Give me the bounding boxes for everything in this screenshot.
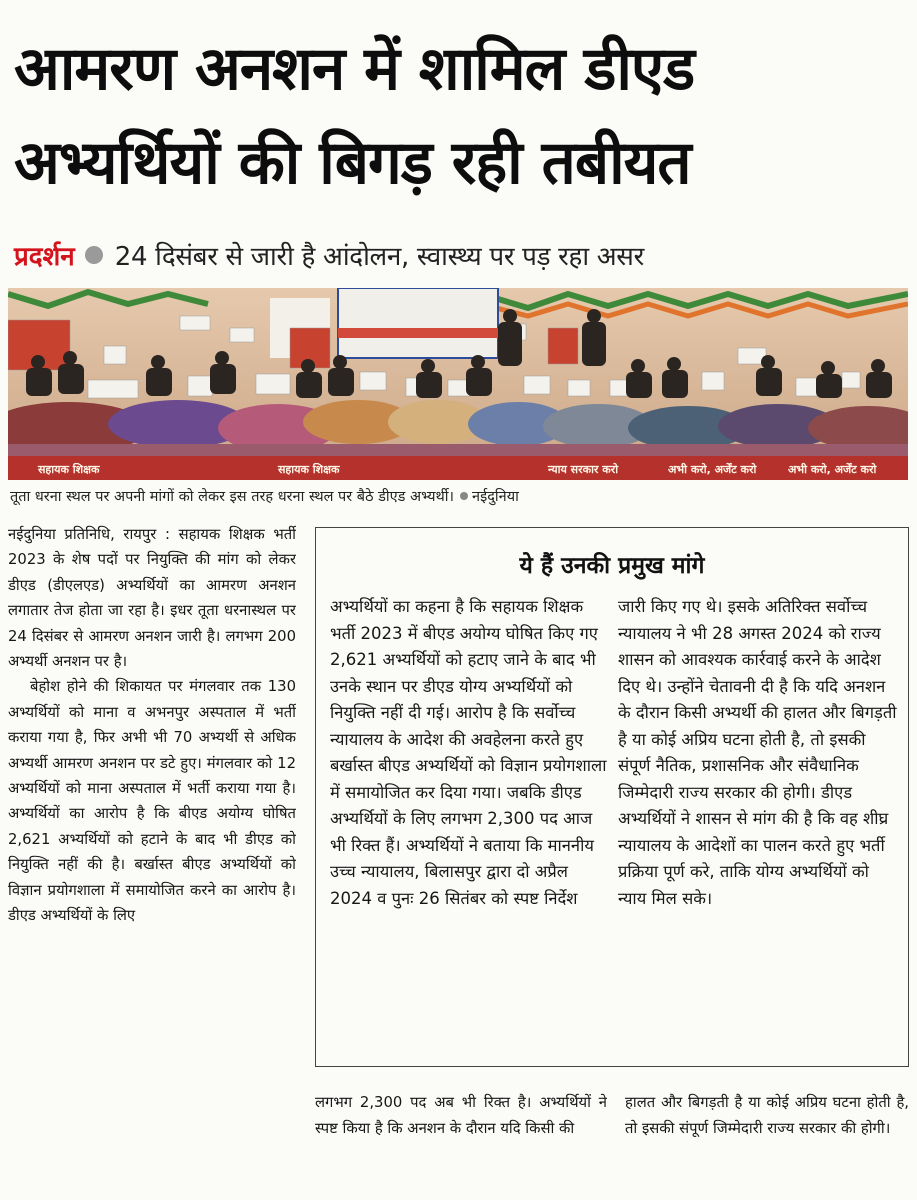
- photo-banner-label: न्याय सरकार करो: [548, 463, 619, 476]
- caption-text: तूता धरना स्थल पर अपनी मांगों को लेकर इस तरह धरना स्थल पर बैठे डीएड अभ्यर्थी।: [10, 489, 455, 505]
- subhead: [14, 230, 904, 280]
- article-bottom-column-1: लगभग 2,300 पद अब भी रिक्त है। अभ्यर्थियों ने स्पष्ट किया है कि अनशन के दौरान यदि किसी की: [315, 1094, 607, 1137]
- protest-photo-illustration: [8, 288, 908, 480]
- article-paragraph: नईदुनिया प्रतिनिधि, रायपुर : सहायक शिक्षक भर्ती 2023 के शेष पदों पर नियुक्ति की मांग को लेकर डीएड (डीएलएड) अभ्यर्थियों का आमरण अनशन लगातार तेज होता जा रहा है। इधर तूता धरनास्थल पर 24 दिसंबर से आमरण अनशन जारी है। लगभग 200 अभ्यर्थी अनशन पर है।: [8, 526, 296, 671]
- photo-banner-label: सहायक शिक्षक: [38, 463, 100, 476]
- photo-banner-label: सहायक शिक्षक: [278, 463, 340, 476]
- demands-box-title: ये हैं उनकी प्रमुख मांगे: [519, 553, 705, 579]
- bullet-icon: [85, 246, 103, 264]
- caption-credit: नईदुनिया: [472, 489, 519, 505]
- credit-bullet-icon: [460, 492, 468, 500]
- section-tag: प्रदर्शन: [14, 242, 75, 272]
- protest-photo: [8, 288, 908, 480]
- headline-line-1: आमरण अनशन में शामिल डीएड: [14, 34, 695, 104]
- photo-banner-label: अभी करो, अर्जेंट करो: [788, 463, 877, 476]
- demands-box-column-2: जारी किए गए थे। इसके अतिरिक्त सर्वोच्च न्यायालय ने भी 28 अगस्त 2024 को राज्य शासन को आवश्यक कार्रवाई करने के आदेश दिए थे। उन्होंने चेतावनी दी है कि यदि अनशन के दौरान किसी अभ्यर्थी की हालत और बिगड़ती है या कोई अप्रिय घटना होती है, तो इसकी संपूर्ण नैतिक, प्रशासनिक और संवैधानिक जिम्मेदारी राज्य सरकार की होगी। डीएड अभ्यर्थियों ने शासन से मांग की है कि वह शीघ्र न्यायालय के आदेशों का पालन करते हुए भर्ती प्रक्रिया पूर्ण करे, ताकि योग्य अभ्यर्थियों को न्याय मिल सके।: [618, 597, 897, 908]
- subhead-text: 24 दिसंबर से जारी है आंदोलन, स्वास्थ्य पर पड़ रहा असर: [114, 242, 644, 272]
- photo-banner-label: अभी करो, अर्जेंट करो: [668, 463, 757, 476]
- article-bottom-column-2: हालत और बिगड़ती है या कोई अप्रिय घटना होती है, तो इसकी संपूर्ण जिम्मेदारी राज्य सरकार की होगी।: [625, 1094, 909, 1137]
- article-paragraph: बेहोश होने की शिकायत पर मंगलवार तक 130 अभ्यर्थियों को माना व अभनपुर अस्पताल में भर्ती कराया गया है, फिर अभी भी 70 अभ्यर्थी से अधिक अभ्यर्थी आमरण अनशन पर डटे हुए। मंगलवार को 12 अभ्यर्थियों को माना अस्पताल में भर्ती कराया गया है। अभ्यर्थियों का आरोप है कि बीएड अयोग्य घोषित 2,621 अभ्यर्थियों को हटाने के बाद भी डीएड को नियुक्ति नहीं की है। बर्खास्त बीएड अभ्यर्थियों को विज्ञान प्रयोगशाला में समायोजित करने का आरोप है। डीएड अभ्यर्थियों के लिए: [8, 678, 296, 925]
- demands-box-column-1: अभ्यर्थियों का कहना है कि सहायक शिक्षक भर्ती 2023 में बीएड अयोग्य घोषित किए गए 2,621 अभ्यर्थियों को हटाए जाने के बाद भी उनके स्थान पर डीएड योग्य अभ्यर्थियों को नियुक्ति नहीं दी गई। आरोप है कि सर्वोच्च न्यायालय के आदेश की अवहेलना करते हुए बर्खास्त बीएड अभ्यर्थियों को विज्ञान प्रयोगशाला में समायोजित कर दिया गया। जबकि डीएड अभ्यर्थियों के लिए लगभग 2,300 पद आज भी रिक्त हैं। अभ्यर्थियों ने बताया कि माननीय उच्च न्यायालय, बिलासपुर द्वारा दो अप्रैल 2024 व पुनः 26 सितंबर को स्पष्ट निर्देश: [330, 597, 607, 908]
- demands-box: [315, 527, 909, 1067]
- article-left-column: [8, 522, 296, 1082]
- headline-line-2: अभ्यर्थियों की बिगड़ रही तबीयत: [14, 128, 691, 198]
- photo-caption: [10, 486, 905, 510]
- headline: [14, 22, 904, 210]
